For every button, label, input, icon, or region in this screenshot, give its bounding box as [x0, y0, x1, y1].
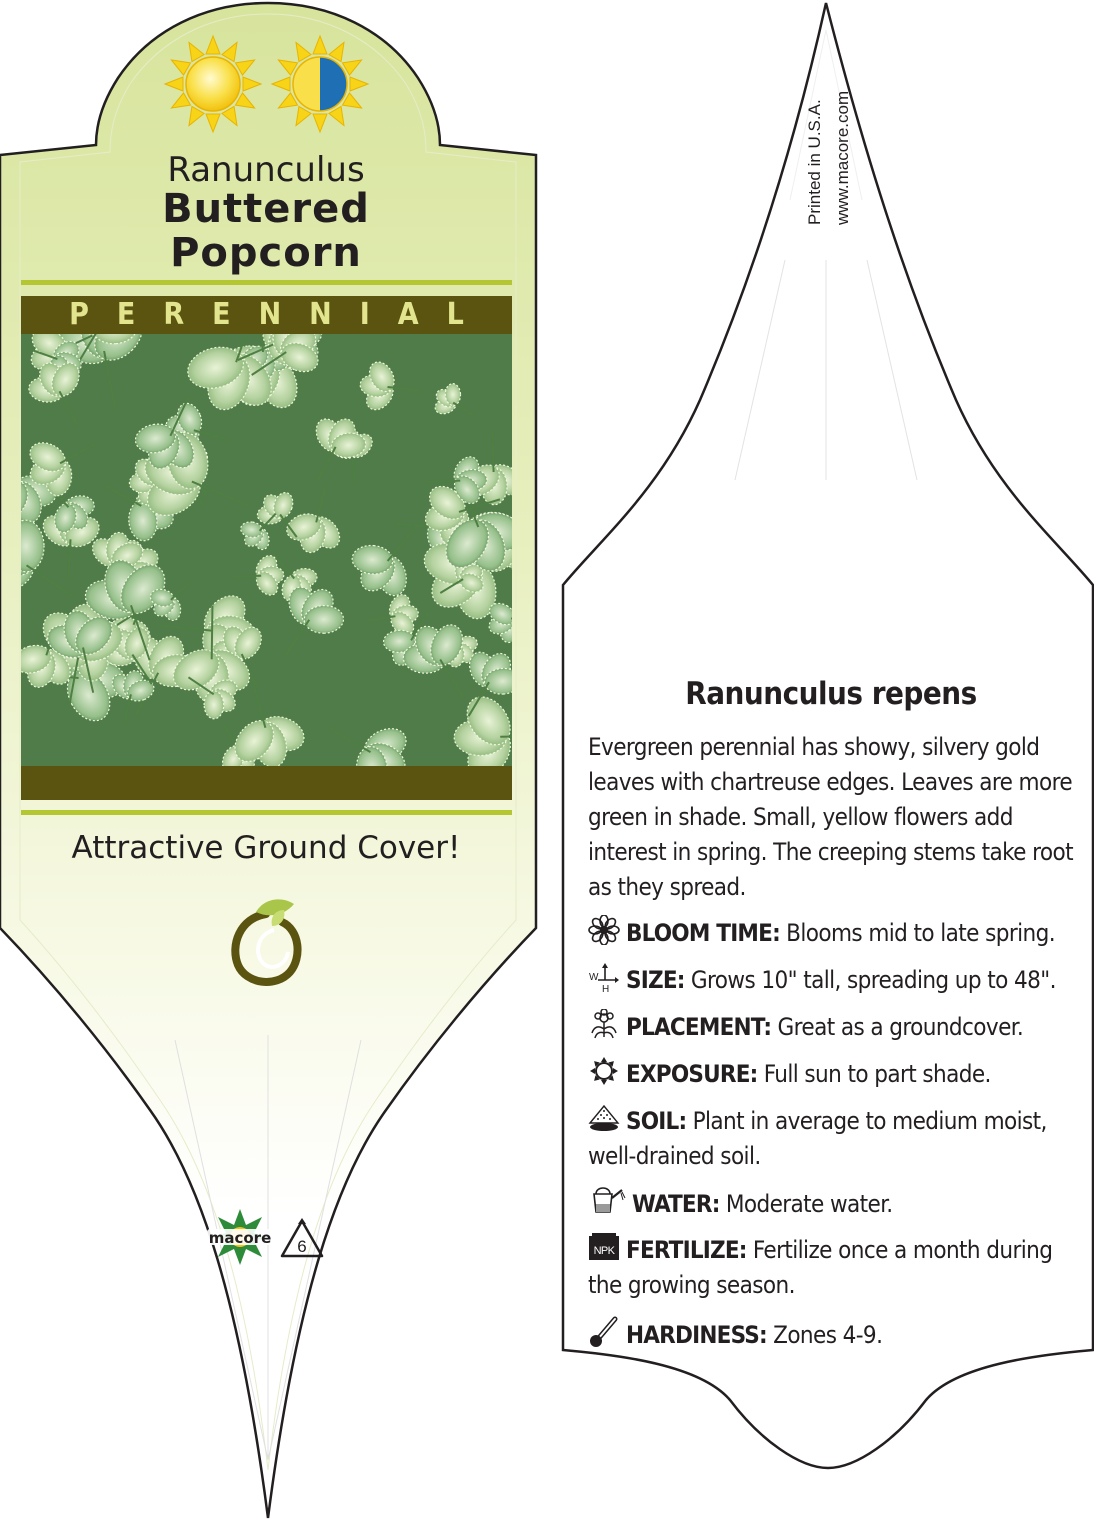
- care-label-bloom: BLOOM TIME:: [626, 919, 780, 947]
- part-sun-icon: [270, 34, 370, 134]
- npk-icon: [588, 1232, 620, 1262]
- plant-description: Evergreen perennial has showy, silvery gold leaves with chartreuse edges. Leaves are more green in shade. Small, yellow flowers add interest in spring. The creeping stems take root as they spread.: [588, 733, 1073, 901]
- care-row-hardiness: [588, 1315, 1088, 1353]
- care-label-hardiness: HARDINESS:: [626, 1321, 767, 1349]
- recycle-icon: [278, 1218, 326, 1262]
- care-text-water: Moderate water.: [725, 1190, 893, 1218]
- care-label-size: SIZE:: [626, 966, 685, 994]
- care-label-exposure: EXPOSURE:: [626, 1060, 758, 1088]
- flower-icon: [588, 915, 620, 945]
- care-text-size: Grows 10" tall, spreading up to 48".: [690, 966, 1056, 994]
- accent-rule-top: [21, 280, 512, 285]
- care-row-fertilize: [588, 1232, 1088, 1303]
- cultivar-name-line2: Popcorn: [170, 230, 362, 276]
- care-text-placement: Great as a groundcover.: [777, 1013, 1024, 1041]
- full-sun-icon: [163, 34, 263, 134]
- care-row-placement: [588, 1009, 1088, 1045]
- sprout-logo-icon: [228, 890, 308, 990]
- care-row-water: [588, 1184, 1088, 1222]
- brand-name: macore: [208, 1229, 272, 1247]
- accent-rule-bottom: [21, 810, 512, 815]
- printed-in-text: Printed in U.S.A.: [805, 99, 824, 225]
- species-name: Ranunculus repens: [685, 676, 977, 712]
- care-label-water: WATER:: [632, 1190, 720, 1218]
- care-label-fertilize: FERTILIZE:: [626, 1236, 747, 1264]
- tagline: Attractive Ground Cover!: [71, 830, 461, 866]
- care-row-bloom: [588, 915, 1088, 951]
- photo-bottom-bar: [21, 766, 512, 800]
- care-text-soil: Plant in average to medium moist, well-drained soil.: [588, 1107, 1047, 1170]
- recycle-code: 6: [297, 1237, 307, 1256]
- care-text-exposure: Full sun to part shade.: [763, 1060, 991, 1088]
- macore-logo-icon: [205, 1207, 275, 1267]
- plant-category: PERENNIAL: [69, 297, 492, 332]
- care-row-size: [588, 962, 1088, 998]
- plant-genus: Ranunculus: [167, 150, 365, 190]
- care-label-placement: PLACEMENT:: [626, 1013, 772, 1041]
- care-text-bloom: Blooms mid to late spring.: [786, 919, 1055, 947]
- size-icon-h: H: [602, 984, 609, 992]
- placement-icon: [588, 1009, 620, 1039]
- care-row-exposure: [588, 1056, 1088, 1092]
- thermometer-icon: [588, 1315, 620, 1347]
- care-text-fertilize: Fertilize once a month during the growing season.: [588, 1236, 1053, 1299]
- cultivar-name-line1: Buttered: [162, 186, 370, 232]
- size-icon-w: W: [589, 972, 598, 983]
- soil-icon: [588, 1103, 620, 1133]
- sun-outline-icon: [588, 1056, 620, 1086]
- size-icon: [588, 962, 620, 992]
- plant-photo: [21, 334, 512, 766]
- care-text-hardiness: Zones 4-9.: [773, 1321, 883, 1349]
- website-text: www.macore.com: [833, 90, 852, 225]
- care-row-soil: [588, 1103, 1088, 1174]
- npk-text: NPK: [593, 1245, 615, 1257]
- category-bar: [21, 296, 512, 334]
- watering-can-icon: [588, 1184, 626, 1216]
- care-label-soil: SOIL:: [626, 1107, 687, 1135]
